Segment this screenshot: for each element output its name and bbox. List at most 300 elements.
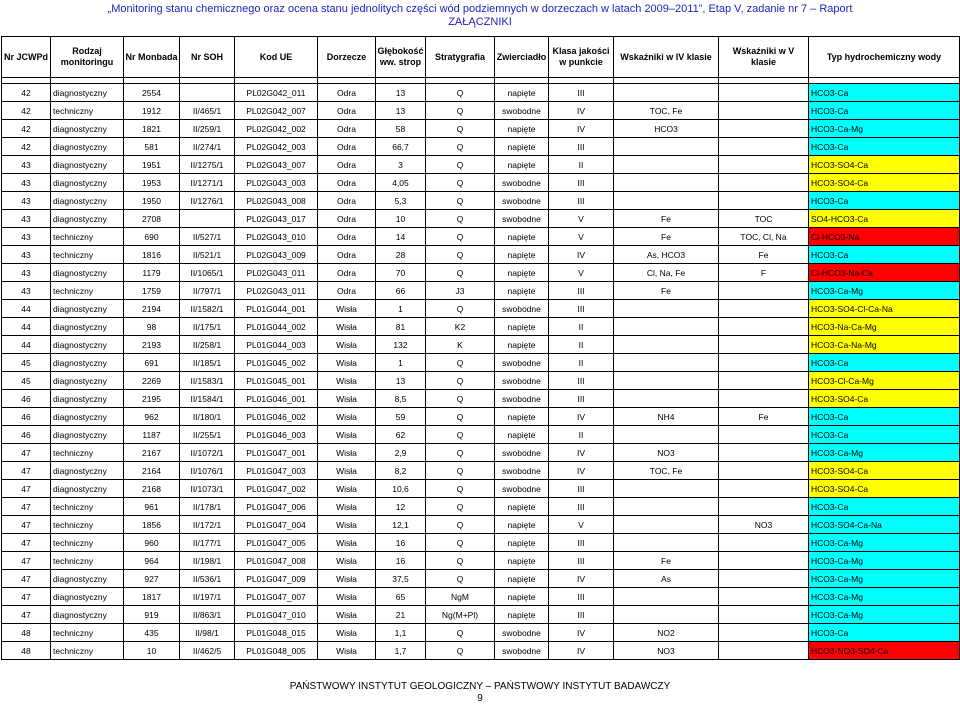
cell-monitoring-type: diagnostyczny [51,462,124,480]
cell-soh: II/1275/1 [180,156,235,174]
cell-stratigraphy: K [426,336,495,354]
table-row [2,174,960,192]
cell-stratigraphy: Q [426,192,495,210]
cell-eu-code: PL02G043_007 [235,156,318,174]
cell-quality-class: II [549,318,614,336]
cell-indicators-v [719,480,809,498]
cell-stratigraphy: Q [426,444,495,462]
cell-indicators-iv: Cl, Na, Fe [614,264,719,282]
cell-jcwpd: 45 [2,372,51,390]
cell-depth: 132 [376,336,426,354]
cell-water-table: napięte [495,426,549,444]
cell-water-table: napięte [495,336,549,354]
cell-monbada: 10 [124,642,180,660]
table-row [2,516,960,534]
cell-water-table: napięte [495,570,549,588]
cell-monbada: 1179 [124,264,180,282]
cell-water-table: napięte [495,156,549,174]
cell-jcwpd: 42 [2,102,51,120]
cell-basin: Odra [318,228,376,246]
cell-stratigraphy: Q [426,642,495,660]
cell-monitoring-type: techniczny [51,102,124,120]
cell-quality-class: III [549,606,614,624]
cell-basin: Wisła [318,300,376,318]
cell-stratigraphy: Q [426,570,495,588]
cell-quality-class: IV [549,624,614,642]
cell-quality-class: IV [549,246,614,264]
cell-eu-code: PL02G043_017 [235,210,318,228]
cell-monbada: 1817 [124,588,180,606]
cell-monbada: 98 [124,318,180,336]
cell-basin: Wisła [318,408,376,426]
cell-jcwpd: 42 [2,84,51,102]
cell-eu-code: PL01G044_001 [235,300,318,318]
cell-water-table: swobodne [495,300,549,318]
cell-jcwpd: 43 [2,228,51,246]
cell-quality-class: III [549,174,614,192]
cell-indicators-v [719,120,809,138]
cell-hydrochem-type: HCO3-SO4-Cl-Ca-Na [809,300,960,318]
cell-indicators-v [719,570,809,588]
col-header: Zwierciadło [495,37,549,78]
cell-jcwpd: 47 [2,606,51,624]
cell-monbada: 1187 [124,426,180,444]
cell-hydrochem-type: HCO3-Ca-Mg [809,552,960,570]
cell-indicators-v [719,426,809,444]
cell-indicators-iv [614,480,719,498]
cell-indicators-v [719,372,809,390]
page-number: 9 [477,693,483,704]
cell-eu-code: PL01G046_003 [235,426,318,444]
cell-monbada: 919 [124,606,180,624]
cell-water-table: swobodne [495,372,549,390]
cell-stratigraphy: Q [426,498,495,516]
cell-hydrochem-type: HCO3-Ca [809,138,960,156]
cell-depth: 12 [376,498,426,516]
cell-jcwpd: 42 [2,120,51,138]
cell-basin: Odra [318,192,376,210]
appendix-label: ZAŁĄCZNIKI [448,16,512,28]
cell-monbada: 690 [124,228,180,246]
cell-monitoring-type: techniczny [51,552,124,570]
cell-basin: Wisła [318,354,376,372]
cell-basin: Wisła [318,390,376,408]
cell-monitoring-type: techniczny [51,444,124,462]
cell-monitoring-type: diagnostyczny [51,588,124,606]
cell-indicators-v [719,390,809,408]
cell-soh: II/1271/1 [180,174,235,192]
cell-indicators-v [719,498,809,516]
cell-soh: II/1583/1 [180,372,235,390]
cell-monbada: 1856 [124,516,180,534]
cell-quality-class: III [549,390,614,408]
cell-basin: Wisła [318,462,376,480]
cell-stratigraphy: Q [426,156,495,174]
cell-depth: 66 [376,282,426,300]
cell-indicators-iv [614,156,719,174]
cell-quality-class: IV [549,642,614,660]
cell-soh: II/462/5 [180,642,235,660]
cell-indicators-iv [614,174,719,192]
cell-monbada: 1951 [124,156,180,174]
cell-basin: Wisła [318,570,376,588]
cell-hydrochem-type: HCO3-Ca-Na-Mg [809,336,960,354]
cell-water-table: swobodne [495,444,549,462]
cell-stratigraphy: Q [426,120,495,138]
cell-soh: II/1584/1 [180,390,235,408]
cell-quality-class: IV [549,120,614,138]
cell-depth: 37,5 [376,570,426,588]
cell-hydrochem-type: HCO3-Ca-Mg [809,570,960,588]
cell-depth: 1,7 [376,642,426,660]
cell-monitoring-type: diagnostyczny [51,336,124,354]
cell-indicators-iv [614,336,719,354]
cell-quality-class: IV [549,570,614,588]
cell-soh: II/259/1 [180,120,235,138]
table-row [2,210,960,228]
cell-depth: 21 [376,606,426,624]
cell-quality-class: IV [549,444,614,462]
cell-jcwpd: 46 [2,426,51,444]
cell-indicators-iv: TOC, Fe [614,462,719,480]
cell-monbada: 691 [124,354,180,372]
cell-eu-code: PL01G045_002 [235,354,318,372]
cell-eu-code: PL01G045_001 [235,372,318,390]
cell-jcwpd: 44 [2,300,51,318]
cell-hydrochem-type: HCO3-Ca-Mg [809,444,960,462]
cell-stratigraphy: Q [426,354,495,372]
cell-monbada: 1759 [124,282,180,300]
col-header: Stratygrafia [426,37,495,78]
cell-depth: 1,1 [376,624,426,642]
cell-water-table: napięte [495,264,549,282]
cell-jcwpd: 48 [2,624,51,642]
cell-indicators-v [719,138,809,156]
cell-jcwpd: 47 [2,534,51,552]
cell-indicators-v [719,444,809,462]
cell-indicators-iv: As [614,570,719,588]
cell-soh: II/1073/1 [180,480,235,498]
cell-indicators-v [719,192,809,210]
cell-stratigraphy: Q [426,426,495,444]
cell-water-table: napięte [495,588,549,606]
cell-basin: Odra [318,156,376,174]
cell-basin: Odra [318,174,376,192]
cell-basin: Odra [318,120,376,138]
table-row [2,84,960,102]
cell-hydrochem-type: Cl-HCO3-Na [809,228,960,246]
table-row [2,156,960,174]
cell-basin: Wisła [318,624,376,642]
cell-depth: 8,2 [376,462,426,480]
cell-monitoring-type: diagnostyczny [51,192,124,210]
cell-soh: II/527/1 [180,228,235,246]
cell-monbada: 1821 [124,120,180,138]
cell-eu-code: PL01G047_002 [235,480,318,498]
cell-quality-class: II [549,156,614,174]
cell-soh: II/185/1 [180,354,235,372]
cell-depth: 59 [376,408,426,426]
cell-hydrochem-type: HCO3-Ca [809,192,960,210]
cell-indicators-iv: HCO3 [614,120,719,138]
cell-soh: II/178/1 [180,498,235,516]
cell-depth: 81 [376,318,426,336]
cell-basin: Wisła [318,336,376,354]
cell-indicators-iv: TOC, Fe [614,102,719,120]
cell-indicators-iv [614,84,719,102]
report-title: „Monitoring stanu chemicznego oraz ocena stanu jednolitych części wód podziemnych w dorzeczach w latach 2009–2011”, Etap V, zadanie nr 7 – Raport [107,3,853,15]
cell-soh: II/255/1 [180,426,235,444]
table-row [2,570,960,588]
cell-depth: 4,05 [376,174,426,192]
cell-water-table: swobodne [495,174,549,192]
cell-water-table: swobodne [495,462,549,480]
table-body [2,78,960,660]
cell-water-table: swobodne [495,210,549,228]
cell-basin: Odra [318,84,376,102]
cell-quality-class: III [549,480,614,498]
cell-basin: Wisła [318,498,376,516]
cell-hydrochem-type: HCO3-SO4-Ca [809,462,960,480]
cell-hydrochem-type: HCO3-SO4-Ca [809,480,960,498]
cell-basin: Wisła [318,426,376,444]
cell-soh: II/863/1 [180,606,235,624]
table-row [2,606,960,624]
cell-depth: 70 [376,264,426,282]
cell-depth: 13 [376,102,426,120]
footer-institute: PAŃSTWOWY INSTYTUT GEOLOGICZNY – PAŃSTWOWY INSTYTUT BADAWCZY [289,681,671,692]
cell-monbada: 435 [124,624,180,642]
cell-basin: Wisła [318,642,376,660]
cell-jcwpd: 47 [2,480,51,498]
cell-monitoring-type: diagnostyczny [51,606,124,624]
cell-monbada: 2269 [124,372,180,390]
cell-soh: II/1276/1 [180,192,235,210]
cell-soh: II/274/1 [180,138,235,156]
cell-quality-class: III [549,282,614,300]
cell-indicators-iv [614,318,719,336]
cell-soh: II/1076/1 [180,462,235,480]
cell-jcwpd: 43 [2,174,51,192]
cell-monbada: 964 [124,552,180,570]
cell-soh: II/1065/1 [180,264,235,282]
col-header: Wskaźniki w V klasie [719,37,809,78]
cell-soh: II/1072/1 [180,444,235,462]
cell-depth: 12,1 [376,516,426,534]
table-row [2,480,960,498]
cell-monbada: 2193 [124,336,180,354]
cell-indicators-v: Fe [719,408,809,426]
cell-water-table: napięte [495,246,549,264]
cell-monitoring-type: techniczny [51,534,124,552]
cell-depth: 62 [376,426,426,444]
cell-eu-code: PL01G044_002 [235,318,318,336]
monitoring-table [1,36,960,660]
cell-stratigraphy: Ng(M+Pl) [426,606,495,624]
cell-depth: 13 [376,84,426,102]
cell-soh [180,210,235,228]
cell-monbada: 1912 [124,102,180,120]
cell-quality-class: III [549,138,614,156]
cell-monbada: 2554 [124,84,180,102]
cell-water-table: napięte [495,498,549,516]
cell-depth: 1 [376,300,426,318]
cell-water-table: napięte [495,84,549,102]
cell-monitoring-type: techniczny [51,246,124,264]
table-row [2,102,960,120]
cell-water-table: napięte [495,606,549,624]
cell-stratigraphy: Q [426,516,495,534]
cell-hydrochem-type: HCO3-Ca [809,408,960,426]
cell-hydrochem-type: HCO3-SO4-Ca-Na [809,516,960,534]
cell-jcwpd: 43 [2,156,51,174]
cell-water-table: swobodne [495,480,549,498]
table-header-row [2,37,960,78]
col-header: Kod UE [235,37,318,78]
cell-quality-class: V [549,516,614,534]
cell-stratigraphy: Q [426,552,495,570]
cell-monitoring-type: diagnostyczny [51,264,124,282]
cell-jcwpd: 43 [2,282,51,300]
cell-jcwpd: 42 [2,138,51,156]
col-header: Klasa jakości w punkcie [549,37,614,78]
cell-indicators-iv: Fe [614,282,719,300]
cell-eu-code: PL02G042_003 [235,138,318,156]
cell-water-table: napięte [495,408,549,426]
cell-depth: 13 [376,372,426,390]
table-row [2,282,960,300]
cell-depth: 3 [376,156,426,174]
cell-stratigraphy: Q [426,210,495,228]
cell-water-table: napięte [495,534,549,552]
cell-indicators-v [719,84,809,102]
cell-water-table: swobodne [495,102,549,120]
cell-stratigraphy: Q [426,300,495,318]
cell-hydrochem-type: HCO3-Ca-Mg [809,120,960,138]
cell-indicators-iv [614,138,719,156]
cell-monbada: 581 [124,138,180,156]
cell-indicators-iv [614,498,719,516]
cell-monitoring-type: diagnostyczny [51,354,124,372]
cell-stratigraphy: Q [426,102,495,120]
cell-indicators-v: NO3 [719,516,809,534]
cell-depth: 65 [376,588,426,606]
cell-indicators-iv [614,426,719,444]
cell-monitoring-type: diagnostyczny [51,390,124,408]
cell-indicators-iv: NO3 [614,642,719,660]
cell-water-table: napięte [495,552,549,570]
table-row [2,642,960,660]
cell-stratigraphy: NgM [426,588,495,606]
cell-eu-code: PL02G043_008 [235,192,318,210]
cell-hydrochem-type: HCO3-Ca-Mg [809,588,960,606]
cell-water-table: napięte [495,318,549,336]
cell-eu-code: PL01G047_005 [235,534,318,552]
cell-indicators-v [719,354,809,372]
cell-monbada: 962 [124,408,180,426]
cell-monbada: 2708 [124,210,180,228]
cell-basin: Odra [318,102,376,120]
col-header: Rodzaj monitoringu [51,37,124,78]
cell-jcwpd: 46 [2,408,51,426]
cell-hydrochem-type: HCO3-SO4-Ca [809,174,960,192]
cell-jcwpd: 43 [2,192,51,210]
cell-jcwpd: 47 [2,588,51,606]
cell-jcwpd: 47 [2,516,51,534]
cell-eu-code: PL01G047_007 [235,588,318,606]
cell-soh: II/1582/1 [180,300,235,318]
cell-basin: Odra [318,210,376,228]
table-row [2,120,960,138]
cell-eu-code: PL01G047_010 [235,606,318,624]
cell-jcwpd: 48 [2,642,51,660]
cell-jcwpd: 46 [2,390,51,408]
cell-monitoring-type: techniczny [51,282,124,300]
cell-hydrochem-type: HCO3-Ca [809,102,960,120]
cell-water-table: napięte [495,228,549,246]
cell-quality-class: V [549,264,614,282]
cell-stratigraphy: Q [426,228,495,246]
cell-depth: 28 [376,246,426,264]
cell-monitoring-type: diagnostyczny [51,174,124,192]
cell-basin: Odra [318,282,376,300]
cell-eu-code: PL02G042_002 [235,120,318,138]
cell-eu-code: PL02G042_007 [235,102,318,120]
cell-jcwpd: 47 [2,570,51,588]
cell-indicators-v [719,552,809,570]
cell-indicators-iv: Fe [614,210,719,228]
cell-quality-class: II [549,336,614,354]
cell-jcwpd: 43 [2,210,51,228]
cell-stratigraphy: K2 [426,318,495,336]
cell-water-table: swobodne [495,192,549,210]
cell-eu-code: PL02G043_010 [235,228,318,246]
table-row [2,462,960,480]
table-row [2,336,960,354]
cell-stratigraphy: Q [426,264,495,282]
cell-jcwpd: 47 [2,462,51,480]
cell-hydrochem-type: HCO3-Ca [809,354,960,372]
cell-indicators-v [719,318,809,336]
cell-indicators-iv: NO2 [614,624,719,642]
cell-stratigraphy: Q [426,534,495,552]
cell-monitoring-type: techniczny [51,498,124,516]
table-row [2,444,960,462]
cell-basin: Odra [318,246,376,264]
cell-quality-class: IV [549,102,614,120]
cell-stratigraphy: Q [426,462,495,480]
cell-indicators-iv: Fe [614,228,719,246]
cell-eu-code: PL01G047_009 [235,570,318,588]
cell-indicators-v [719,336,809,354]
cell-eu-code: PL02G043_011 [235,264,318,282]
cell-jcwpd: 47 [2,498,51,516]
table-row [2,264,960,282]
cell-basin: Odra [318,138,376,156]
cell-water-table: swobodne [495,624,549,642]
cell-eu-code: PL01G047_004 [235,516,318,534]
table-row [2,300,960,318]
cell-depth: 14 [376,228,426,246]
cell-jcwpd: 44 [2,318,51,336]
cell-monitoring-type: diagnostyczny [51,84,124,102]
cell-jcwpd: 43 [2,264,51,282]
cell-basin: Wisła [318,552,376,570]
cell-hydrochem-type: SO4-HCO3-Ca [809,210,960,228]
cell-indicators-v: F [719,264,809,282]
cell-soh: II/180/1 [180,408,235,426]
cell-quality-class: II [549,426,614,444]
